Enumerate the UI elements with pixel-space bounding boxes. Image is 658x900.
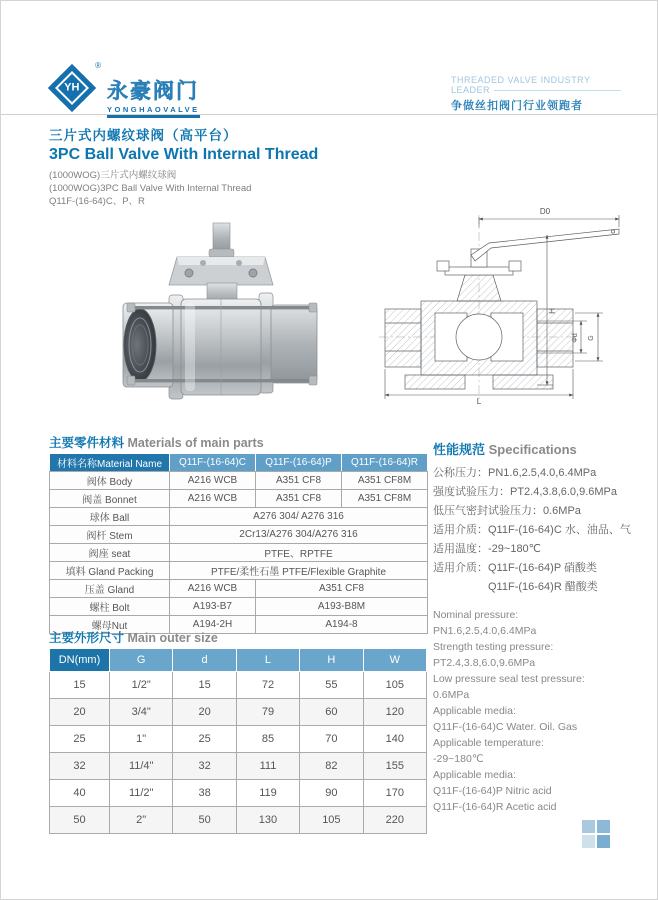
- outer-size-section-title: [49, 628, 218, 646]
- table-cell: 170: [363, 780, 426, 807]
- specs-en-block: [433, 607, 645, 815]
- table-row: [50, 726, 427, 753]
- table-cell: 15: [50, 672, 110, 699]
- table-cell: 2Cr13/A276 304/A276 316: [170, 526, 428, 544]
- valve-photo: [113, 205, 333, 415]
- table-cell: 82: [300, 753, 363, 780]
- brand-name-cn: 永豪阀门: [107, 80, 199, 103]
- table-cell: 40: [50, 780, 110, 807]
- table-cell: 38: [173, 780, 236, 807]
- table-cell: 50: [50, 807, 110, 834]
- table-cell: 阀座 seat: [50, 544, 170, 562]
- table-row: [50, 598, 428, 616]
- spec-line-en: -29~180℃: [433, 753, 484, 765]
- materials-title-cn: 主要零件材料: [49, 436, 125, 450]
- table-row: [50, 780, 427, 807]
- table-cell: 105: [300, 807, 363, 834]
- materials-title-en: Materials of main parts: [127, 436, 264, 450]
- spec-line-en: 0.6MPa: [433, 689, 470, 701]
- table-row: [50, 672, 427, 699]
- dim-label-l: L: [476, 397, 482, 406]
- table-row: [50, 472, 428, 490]
- table-cell: A193-B8M: [256, 598, 428, 616]
- brand-name-en: YONGHAOVALVE: [107, 105, 200, 118]
- table-cell: 2": [110, 807, 173, 834]
- spec-line-cn: 适用介质：Q11F-(16-64)C 水、油品、气: [433, 524, 631, 536]
- table-cell: 25: [50, 726, 110, 753]
- spec-line-en: PT2.4,3.8,6.0,9.6MPa: [433, 657, 536, 669]
- materials-header-c: Q11F-(16-64)C: [170, 454, 256, 472]
- dim-label-bore: Φd: [572, 333, 579, 343]
- table-row: [50, 490, 428, 508]
- product-title-block: [49, 124, 318, 208]
- table-cell: 119: [236, 780, 299, 807]
- spec-line-en: Low pressure seal test pressure:: [433, 673, 585, 685]
- materials-header-row: [50, 454, 428, 472]
- table-row: [50, 508, 428, 526]
- table-row: [50, 807, 427, 834]
- product-title-cn: 三片式内螺纹球阀（高平台）: [49, 128, 238, 143]
- dim-label-g: G: [588, 335, 595, 341]
- spec-line-en: Q11F-(16-64)R Acetic acid: [433, 801, 557, 813]
- table-cell: 25: [173, 726, 236, 753]
- spec-line-cn: 适用温度：-29~180℃: [433, 543, 542, 555]
- header-tagline: [451, 75, 621, 113]
- dim-label-d0: D0: [539, 207, 551, 216]
- tagline-en-line1: THREADED VALVE INDUSTRY: [451, 75, 591, 85]
- outer-size-title-en: Main outer size: [127, 631, 218, 645]
- size-header-l: L: [236, 649, 299, 672]
- table-cell: 压盖 Gland: [50, 580, 170, 598]
- table-cell: 140: [363, 726, 426, 753]
- table-cell: 72: [236, 672, 299, 699]
- spec-line-en: Applicable temperature:: [433, 737, 544, 749]
- table-cell: PTFE/柔性石墨 PTFE/Flexible Graphite: [170, 562, 428, 580]
- table-cell: A351 CF8: [256, 580, 428, 598]
- deco-square: [597, 835, 610, 848]
- table-cell: A216 WCB: [170, 472, 256, 490]
- spec-line-en: Strength testing pressure:: [433, 641, 554, 653]
- table-cell: 11/4": [110, 753, 173, 780]
- table-cell: 111: [236, 753, 299, 780]
- table-cell: 105: [363, 672, 426, 699]
- table-cell: A194-2H: [170, 616, 256, 634]
- outer-size-table: [49, 648, 427, 834]
- spec-line-en: PN1.6,2.5,4.0,6.4MPa: [433, 625, 537, 637]
- product-title-en: 3PC Ball Valve With Internal Thread: [49, 146, 319, 163]
- table-cell: 32: [173, 753, 236, 780]
- size-header-h: H: [300, 649, 363, 672]
- table-row: [50, 580, 428, 598]
- table-cell: A276 304/ A276 316: [170, 508, 428, 526]
- table-cell: A351 CF8: [256, 490, 342, 508]
- table-cell: A351 CF8M: [342, 472, 428, 490]
- table-row: [50, 526, 428, 544]
- table-cell: 20: [50, 699, 110, 726]
- company-logo: [47, 63, 200, 118]
- table-cell: 阀体 Body: [50, 472, 170, 490]
- spec-line-en: Q11F-(16-64)P Nitric acid: [433, 785, 552, 797]
- tagline-en-line2: LEADER: [451, 85, 491, 95]
- specs-title-cn: 性能规范: [433, 442, 486, 457]
- table-row: [50, 562, 428, 580]
- size-header-d: d: [173, 649, 236, 672]
- table-cell: A194-8: [256, 616, 428, 634]
- header-divider: [1, 114, 657, 115]
- table-cell: 32: [50, 753, 110, 780]
- materials-section-title: [49, 433, 264, 451]
- specs-cn-block: [433, 464, 645, 597]
- table-cell: 70: [300, 726, 363, 753]
- table-row: [50, 699, 427, 726]
- table-cell: A216 WCB: [170, 580, 256, 598]
- table-row: [50, 544, 428, 562]
- spec-line-cn: 适用介质：Q11F-(16-64)P 硝酸类: [433, 562, 598, 574]
- table-cell: 填料 Gland Packing: [50, 562, 170, 580]
- spec-line-en: Q11F-(16-64)C Water. Oil. Gas: [433, 721, 578, 733]
- logo-monogram: YH: [64, 82, 80, 94]
- outer-size-title-cn: 主要外形尺寸: [49, 631, 125, 645]
- table-cell: 15: [173, 672, 236, 699]
- deco-square: [582, 820, 595, 833]
- table-cell: A351 CF8: [256, 472, 342, 490]
- size-header-w: W: [363, 649, 426, 672]
- tagline-cn: 争做丝扣阀门行业领跑者: [451, 100, 583, 112]
- product-model-codes: Q11F-(16-64)C、P、R: [49, 196, 145, 207]
- table-cell: 90: [300, 780, 363, 807]
- materials-header-p: Q11F-(16-64)P: [256, 454, 342, 472]
- spec-line-en: Applicable media:: [433, 705, 516, 717]
- size-header-g: G: [110, 649, 173, 672]
- deco-square: [582, 835, 595, 848]
- table-cell: 55: [300, 672, 363, 699]
- table-cell: 50: [173, 807, 236, 834]
- table-cell: 阀杆 Stem: [50, 526, 170, 544]
- product-subtitle-en: (1000WOG)3PC Ball Valve With Internal Thread: [49, 183, 252, 194]
- specifications-section: [433, 439, 645, 815]
- product-subtitle-cn: (1000WOG)三片式内螺纹球阀: [49, 170, 177, 181]
- table-cell: 螺母Nut: [50, 616, 170, 634]
- table-cell: A351 CF8M: [342, 490, 428, 508]
- materials-table: [49, 453, 428, 634]
- materials-header-name: 材料名称Material Name: [50, 454, 170, 472]
- table-cell: 20: [173, 699, 236, 726]
- table-cell: 85: [236, 726, 299, 753]
- spec-line-en: Applicable media:: [433, 769, 516, 781]
- deco-square: [597, 820, 610, 833]
- page-header: [47, 61, 621, 114]
- valve-drawing: [377, 201, 645, 406]
- spec-line-en: Nominal pressure:: [433, 609, 519, 621]
- table-cell: 220: [363, 807, 426, 834]
- table-cell: 11/2": [110, 780, 173, 807]
- table-cell: 球体 Ball: [50, 508, 170, 526]
- spec-line-cn: Q11F-(16-64)R 醋酸类: [433, 581, 598, 593]
- table-row: [50, 753, 427, 780]
- spec-line-cn: 强度试验压力：PT2.4,3.8,6.0,9.6MPa: [433, 486, 618, 498]
- size-header-dn: DN(mm): [50, 649, 110, 672]
- table-cell: 130: [236, 807, 299, 834]
- spec-line-cn: 公称压力：PN1.6,2.5,4.0,6.4MPa: [433, 467, 597, 479]
- table-cell: 阀盖 Bonnet: [50, 490, 170, 508]
- size-header-row: [50, 649, 427, 672]
- registered-mark: ®: [95, 61, 101, 70]
- table-cell: 螺柱 Bolt: [50, 598, 170, 616]
- spec-line-cn: 低压气密封试验压力：0.6MPa: [433, 505, 581, 517]
- dim-label-h: H: [548, 308, 557, 314]
- table-cell: A216 WCB: [170, 490, 256, 508]
- table-cell: PTFE、RPTFE: [170, 544, 428, 562]
- specs-title-en: Specifications: [488, 442, 577, 457]
- table-cell: 120: [363, 699, 426, 726]
- logo-diamond-icon: [47, 63, 99, 115]
- decorative-squares: [582, 820, 610, 848]
- table-cell: 1/2": [110, 672, 173, 699]
- table-cell: 60: [300, 699, 363, 726]
- table-cell: 3/4": [110, 699, 173, 726]
- table-cell: 79: [236, 699, 299, 726]
- table-cell: A193-B7: [170, 598, 256, 616]
- materials-header-r: Q11F-(16-64)R: [342, 454, 428, 472]
- table-cell: 155: [363, 753, 426, 780]
- table-cell: 1": [110, 726, 173, 753]
